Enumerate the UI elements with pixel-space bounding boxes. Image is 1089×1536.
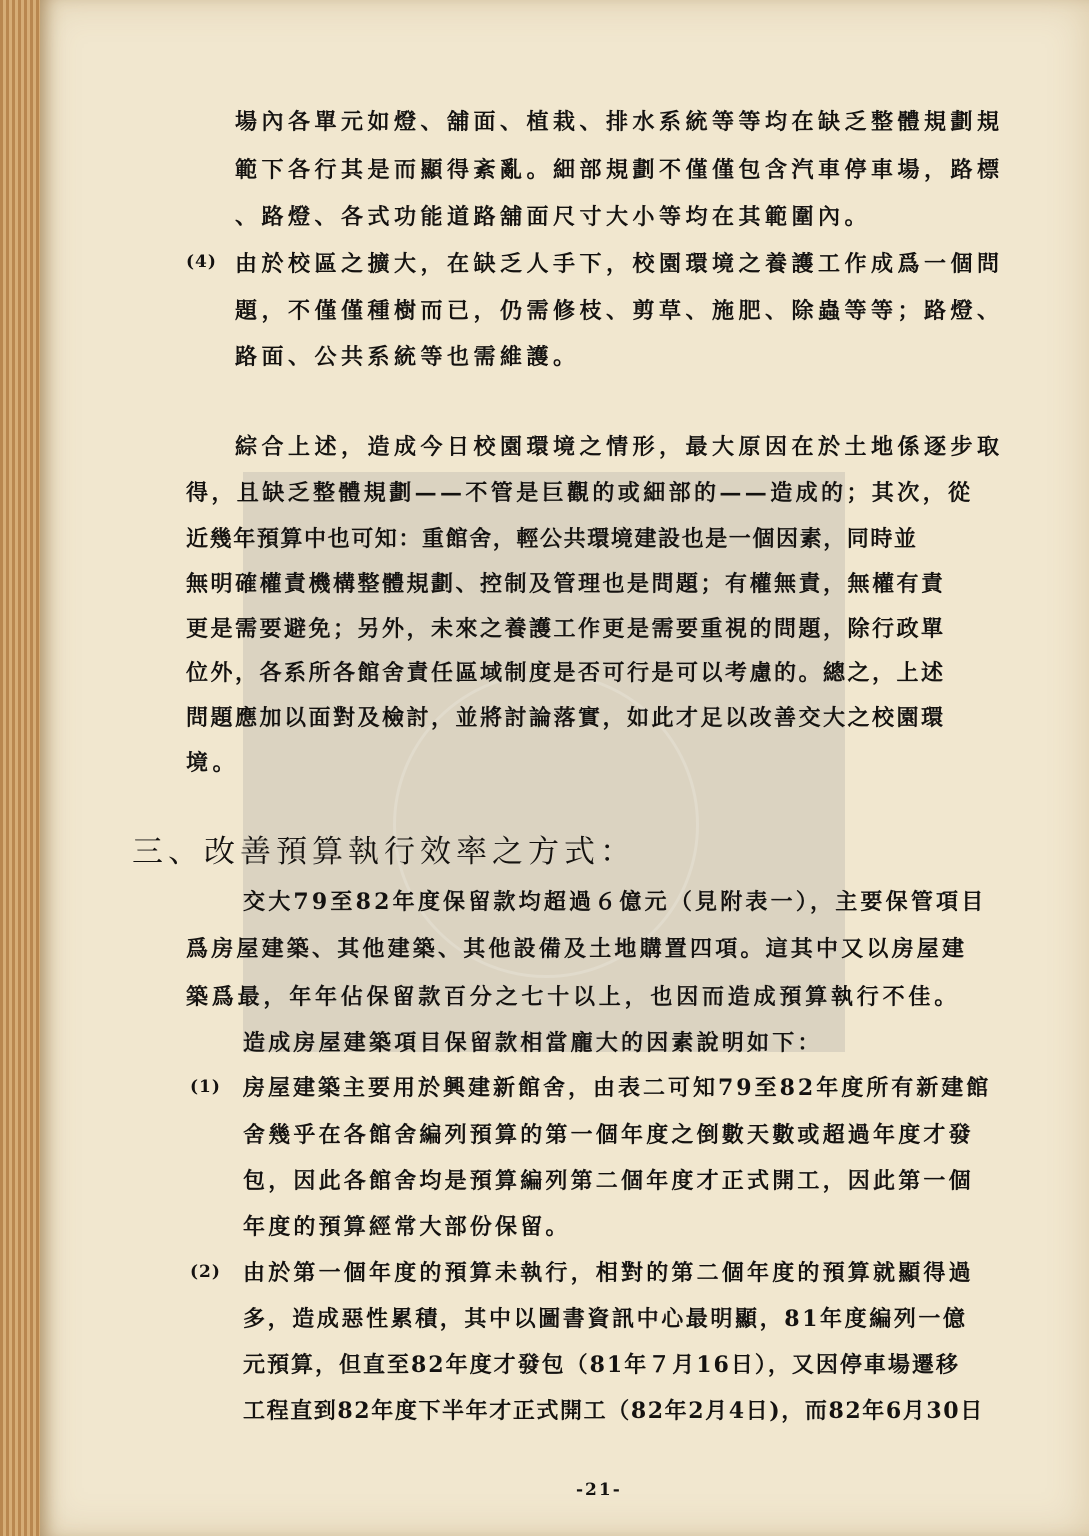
paragraph-line: 路面、公共系統等也需維護。 — [235, 344, 580, 370]
paragraph-line: 爲房屋建築、其他建築、其他設備及土地購置四項。這其中又以房屋建 — [186, 936, 968, 962]
paragraph-line: 得，且缺乏整體規劃——不管是巨觀的或細部的——造成的；其次，從 — [186, 480, 974, 506]
paragraph-line: 題，不僅僅種樹而已，仍需修枝、剪草、施肥、除蟲等等；路燈、 — [235, 298, 1004, 324]
paragraph-line: 由於校區之擴大，在缺乏人手下，校園環境之養護工作成爲一個問 — [235, 251, 1004, 277]
list-marker: (1) — [190, 1077, 221, 1097]
paragraph-line: 綜合上述，造成今日校園環境之情形，最大原因在於土地係逐步取 — [235, 434, 1004, 460]
paragraph-line: 舍幾乎在各館舍編列預算的第一個年度之倒數天數或超過年度才發 — [243, 1122, 974, 1148]
paragraph-line: 多，造成惡性累積，其中以圖書資訊中心最明顯，81年度編列一億 — [243, 1306, 968, 1332]
paragraph-line: 更是需要避免；另外，未來之養護工作更是需要重視的問題，除行政單 — [186, 616, 946, 642]
paragraph-line: 年度的預算經常大部份保留。 — [243, 1214, 571, 1240]
section-heading: 三、改善預算執行效率之方式： — [132, 834, 636, 870]
list-marker: (2) — [190, 1262, 221, 1282]
paragraph-line: 位外，各系所各館舍責任區域制度是否可行是可以考慮的。總之，上述 — [186, 660, 946, 686]
paragraph-line: 範下各行其是而顯得紊亂。細部規劃不僅僅包含汽車停車場，路標 — [235, 157, 1004, 183]
paragraph-line: 問題應加以面對及檢討，並將討論落實，如此才足以改善交大之校園環 — [186, 705, 946, 731]
paragraph-line: 無明確權責機構整體規劃、控制及管理也是問題；有權無責，無權有責 — [186, 571, 946, 597]
paragraph-line: 場內各單元如燈、舖面、植栽、排水系統等等均在缺乏整體規劃規 — [235, 109, 1004, 135]
paragraph-line: 元預算，但直至82年度才發包（81年７月16日），又因停車場遷移 — [243, 1352, 960, 1378]
paragraph-line: 房屋建築主要用於興建新館舍，由表二可知79至82年度所有新建館 — [243, 1075, 992, 1101]
paragraph-line: 工程直到82年度下半年才正式開工（82年2月4日)，而82年6月30日 — [243, 1398, 984, 1424]
paragraph-line: 交大79至82年度保留款均超過６億元（見附表一），主要保管項目 — [243, 889, 987, 915]
paragraph-line: 築爲最，年年佔保留款百分之七十以上，也因而造成預算執行不佳。 — [186, 984, 961, 1010]
paragraph-line: 境。 — [186, 750, 240, 776]
list-marker: (4) — [186, 252, 217, 272]
paragraph-line: 、路燈、各式功能道路舖面尺寸大小等均在其範圍內。 — [235, 204, 872, 230]
paragraph-line: 近幾年預算中也可知：重館舍，輕公共環境建設也是一個因素，同時並 — [186, 526, 918, 552]
page-number: -21- — [576, 1480, 622, 1500]
paragraph-line: 包，因此各館舍均是預算編列第二個年度才正式開工，因此第一個 — [243, 1168, 974, 1194]
paragraph-line: 造成房屋建築項目保留款相當龐大的因素說明如下： — [243, 1030, 823, 1056]
paragraph-line: 由於第一個年度的預算未執行，相對的第二個年度的預算就顯得過 — [243, 1260, 974, 1286]
